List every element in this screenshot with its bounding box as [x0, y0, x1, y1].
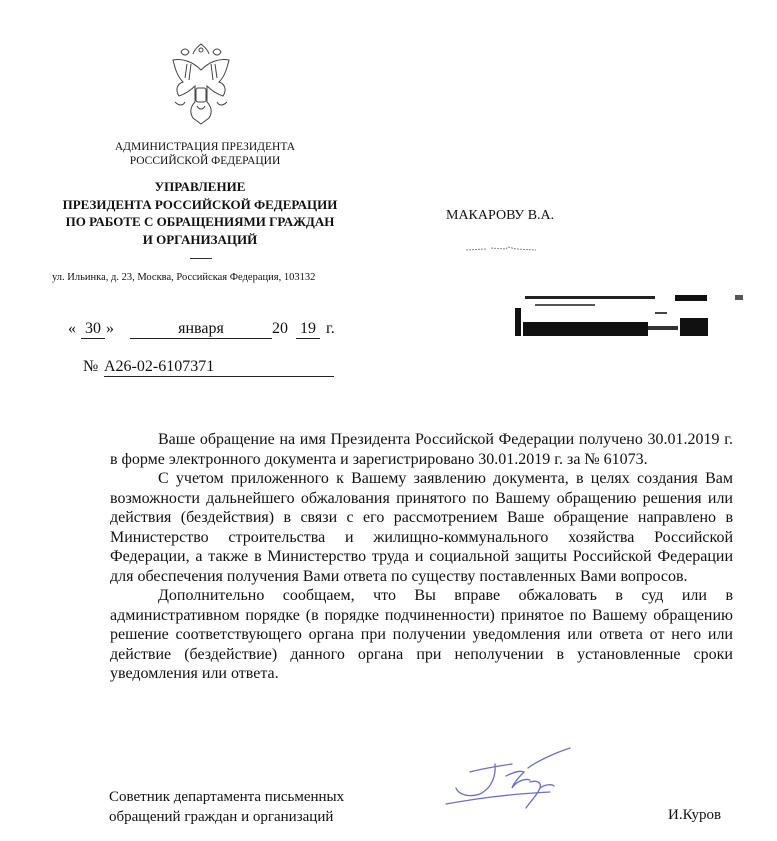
date-year-suffix: 19 — [296, 320, 320, 339]
body-paragraph: Дополнительно сообщаем, что Вы вправе обжаловать в суд или в административном порядке (в порядке подчиненности) принятое по Вашему обращению решение соответствующего органа при получении уведомления или ответа от него или действие (бездействие) данного органа при неполучении в установленные сроки уведомления или ответа. — [110, 587, 733, 682]
department-line: ПРЕЗИДЕНТА РОССИЙСКОЙ ФЕДЕРАЦИИ — [62, 196, 338, 212]
body-paragraph: С учетом приложенного к Вашему заявлению документа, в целях создания Вам возможности дальнейшего обжалования принятого по Вашему обращению решения или действия (бездействия) в связи с его рассмотрением Ваше обращение направлено в Министерство строительства и жилищно-коммунального хозяйства Российской Федерации, а также в Министерство труда и социальной защиты Российской Федерации для обеспечения получения Вами ответа по существу поставленных Вами вопросов. — [110, 470, 733, 585]
header-divider — [190, 258, 212, 259]
redacted-recipient-address — [446, 240, 546, 254]
date-day: 30 — [81, 320, 105, 339]
date-year-prefix: 20 — [272, 320, 288, 337]
signatory-title-line: Советник департамента письменных — [109, 789, 345, 805]
department-line: И ОРГАНИЗАЦИЙ — [142, 231, 258, 247]
date-open-quote: « — [68, 320, 76, 337]
administration-name — [80, 140, 330, 168]
body-paragraph: Ваше обращение на имя Президента Российской Федерации получено 30.01.2019 г. в форме электронного документа и зарегистрировано 30.01.2019 г. за № 61073. — [110, 431, 733, 468]
reference-number: А26-02-6107371 — [104, 358, 334, 377]
date-year-mark: г. — [326, 320, 335, 337]
department-line: ПО РАБОТЕ С ОБРАЩЕНИЯМИ ГРАЖДАН — [65, 214, 335, 229]
russian-coat-of-arms-icon — [163, 40, 239, 128]
handwritten-signature — [440, 742, 580, 812]
redacted-block — [515, 290, 745, 338]
signatory-name: И.Куров — [668, 807, 722, 823]
recipient-name: МАКАРОВУ В.А. — [446, 208, 555, 223]
signatory-title-line: обращений граждан и организаций — [109, 809, 334, 825]
department-address: ул. Ильинка, д. 23, Москва, Российская Федерация, 103132 — [52, 272, 316, 283]
number-sign: № — [83, 358, 99, 375]
letter-body — [110, 430, 733, 684]
signatory-title — [109, 787, 344, 827]
date-month: января — [130, 320, 272, 339]
department-name — [50, 178, 350, 248]
date-close-quote: » — [106, 320, 114, 337]
department-line: УПРАВЛЕНИЕ — [154, 179, 246, 194]
admin-line: АДМИНИСТРАЦИЯ ПРЕЗИДЕНТА — [114, 141, 296, 153]
admin-line: РОССИЙСКОЙ ФЕДЕРАЦИИ — [129, 155, 281, 167]
